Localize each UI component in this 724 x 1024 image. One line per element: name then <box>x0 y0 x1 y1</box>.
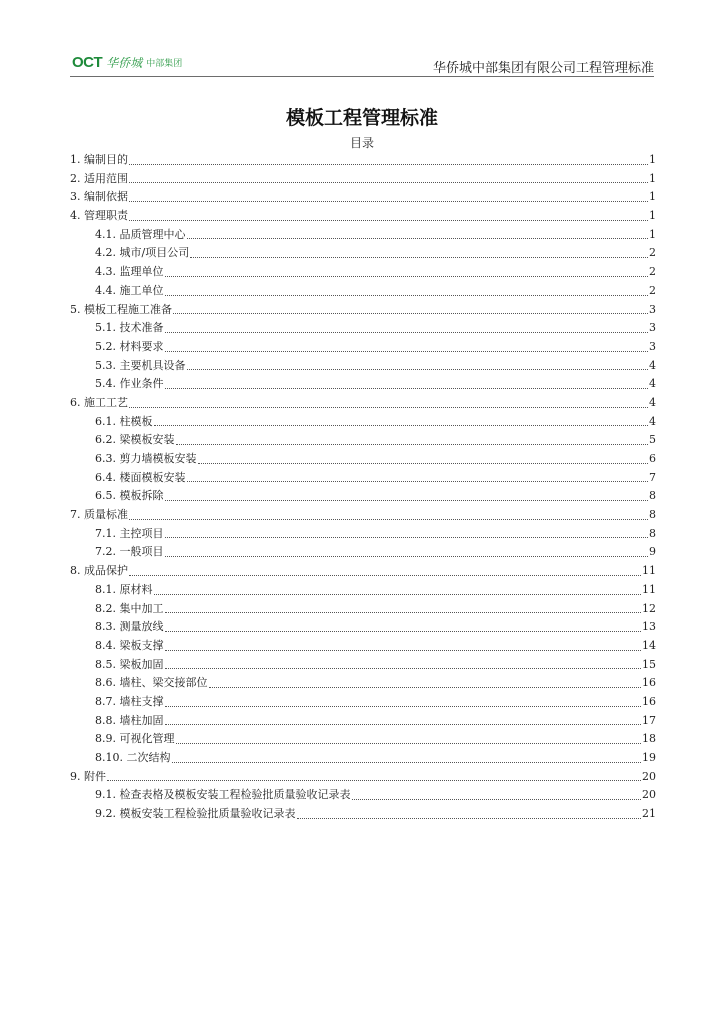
toc-entry-page: 17 <box>642 713 656 727</box>
toc-entry-page: 2 <box>649 265 656 279</box>
toc-entry[interactable] <box>70 525 656 544</box>
toc-leader-dots <box>187 368 649 370</box>
toc-entry[interactable] <box>70 226 656 245</box>
toc-entry-label: 2. 适用范围 <box>70 171 128 185</box>
toc-entry[interactable] <box>70 693 656 712</box>
toc-entry-label: 7.2. 一般项目 <box>95 545 164 559</box>
toc-entry[interactable] <box>70 600 656 619</box>
toc-entry-page: 4 <box>649 414 656 428</box>
toc-entry-label: 8.4. 梁板支撑 <box>95 638 164 652</box>
toc-entry-label: 8.2. 集中加工 <box>95 601 164 615</box>
toc-leader-dots <box>129 200 648 202</box>
logo-sub-text: 中部集团 <box>146 58 183 68</box>
toc-entry-label: 7.1. 主控项目 <box>95 526 164 540</box>
toc-leader-dots <box>165 331 649 333</box>
toc-entry-page: 4 <box>649 358 656 372</box>
toc-entry-page: 18 <box>642 732 656 746</box>
toc-leader-dots <box>107 779 641 781</box>
toc-leader-dots <box>165 555 649 557</box>
toc-entry-label: 5. 模板工程施工准备 <box>70 302 172 316</box>
toc-entry[interactable] <box>70 543 656 562</box>
page-header <box>70 50 654 77</box>
toc-leader-dots <box>154 593 642 595</box>
toc-entry-page: 19 <box>642 751 656 764</box>
toc-entry-label: 4.4. 施工单位 <box>95 283 164 297</box>
toc-entry[interactable] <box>70 656 656 675</box>
toc-entry-page: 1 <box>649 153 656 166</box>
toc-entry-label: 5.2. 材料要求 <box>95 339 164 353</box>
toc-leader-dots <box>187 237 649 239</box>
toc-entry-page: 9 <box>649 545 656 559</box>
toc-entry-label: 8.1. 原材料 <box>95 582 153 596</box>
toc-entry-page: 11 <box>642 582 656 596</box>
toc-leader-dots <box>352 798 642 800</box>
toc-entry[interactable] <box>70 805 656 824</box>
toc-entry-label: 8.8. 墙柱加固 <box>95 713 164 727</box>
toc-entry-label: 5.1. 技术准备 <box>95 321 164 335</box>
toc-leader-dots <box>165 630 642 632</box>
toc-leader-dots <box>165 723 642 725</box>
toc-entry-page: 3 <box>649 302 656 316</box>
toc-entry[interactable] <box>70 151 656 170</box>
toc-entry-page: 13 <box>642 620 656 634</box>
toc-entry-label: 8.9. 可视化管理 <box>95 732 175 746</box>
toc-entry-label: 4.1. 品质管理中心 <box>95 227 186 241</box>
toc-entry[interactable] <box>70 506 656 525</box>
toc-entry-page: 16 <box>642 694 656 708</box>
toc-leader-dots <box>172 761 642 763</box>
toc-leader-dots <box>129 574 641 576</box>
toc-entry[interactable] <box>70 394 656 413</box>
logo-oct-text: OCT <box>72 54 103 71</box>
toc-leader-dots <box>190 256 648 258</box>
toc-entry[interactable] <box>70 319 656 338</box>
toc-entry-label: 8.7. 墙柱支撑 <box>95 694 164 708</box>
toc-entry-page: 15 <box>642 657 656 671</box>
toc-heading: 目录 <box>349 136 374 150</box>
toc-leader-dots <box>165 499 649 501</box>
toc-entry[interactable] <box>70 338 656 357</box>
toc-leader-dots <box>154 424 649 426</box>
toc-leader-dots <box>165 350 649 352</box>
toc-entry[interactable] <box>70 637 656 656</box>
toc-entry-label: 6.1. 柱模板 <box>95 414 153 428</box>
logo-script-text: 华侨城 <box>106 56 143 70</box>
toc-entry[interactable] <box>70 375 656 394</box>
toc-entry[interactable] <box>70 282 656 301</box>
toc-leader-dots <box>129 406 648 408</box>
toc-entry-label: 5.4. 作业条件 <box>95 377 164 391</box>
toc-entry-page: 5 <box>649 433 656 447</box>
toc-entry[interactable] <box>70 413 656 432</box>
toc-entry[interactable] <box>70 170 656 189</box>
toc-leader-dots <box>297 817 642 819</box>
toc-leader-dots <box>129 219 648 221</box>
toc-leader-dots <box>176 443 649 445</box>
toc-leader-dots <box>165 649 642 651</box>
toc-entry-label: 8.5. 梁板加固 <box>95 657 164 671</box>
toc-entry-page: 21 <box>642 807 656 821</box>
toc-leader-dots <box>198 462 649 464</box>
toc-leader-dots <box>165 536 649 538</box>
toc-entry[interactable] <box>70 207 656 226</box>
toc-entry-page: 12 <box>642 601 656 615</box>
toc-entry-page: 2 <box>649 246 656 260</box>
toc-entry-label: 6.3. 剪力墙模板安装 <box>95 452 197 465</box>
toc-entry-page: 11 <box>642 564 656 578</box>
toc-entry[interactable] <box>70 450 656 469</box>
toc-entry-label: 9.1. 检查表格及模板安装工程检验批质量验收记录表 <box>95 788 351 802</box>
toc-entry[interactable] <box>70 618 656 637</box>
toc-leader-dots <box>187 480 649 482</box>
toc-entry[interactable] <box>70 581 656 600</box>
toc-entry[interactable] <box>70 749 656 768</box>
toc-entry[interactable] <box>70 188 656 207</box>
toc-entry-page: 1 <box>649 227 656 241</box>
toc-entry-page: 2 <box>649 283 656 297</box>
toc-entry[interactable] <box>70 712 656 731</box>
document-title: 模板工程管理标准 <box>285 107 438 129</box>
toc-entry-page: 14 <box>642 638 656 652</box>
toc-entry-label: 6. 施工工艺 <box>70 395 128 409</box>
toc-entry-label: 8.3. 测量放线 <box>95 620 164 634</box>
toc-entry-label: 4.2. 城市/项目公司 <box>95 246 190 260</box>
toc-leader-dots <box>165 667 642 669</box>
toc-leader-dots <box>129 181 648 183</box>
toc-leader-dots <box>165 294 649 296</box>
toc-entry-page: 3 <box>649 339 656 353</box>
toc-entry[interactable] <box>70 469 656 488</box>
toc-leader-dots <box>165 275 649 277</box>
company-logo <box>72 54 182 71</box>
toc-entry-label: 9.2. 模板安装工程检验批质量验收记录表 <box>95 807 296 821</box>
toc-leader-dots <box>176 742 642 744</box>
toc-entry[interactable] <box>70 786 656 805</box>
toc-entry-label: 6.2. 梁模板安装 <box>95 433 175 447</box>
toc-leader-dots <box>165 387 649 389</box>
header-company-title: 华侨城中部集团有限公司工程管理标准 <box>432 61 654 76</box>
toc-entry-label: 8. 成品保护 <box>70 564 128 578</box>
toc-leader-dots <box>173 312 648 314</box>
toc-entry-label: 3. 编制依据 <box>70 190 128 204</box>
toc-entry-page: 3 <box>649 321 656 335</box>
toc-entry-page: 4 <box>649 395 656 409</box>
toc-entry[interactable] <box>70 730 656 749</box>
toc-entry-page: 6 <box>649 452 656 465</box>
toc-entry[interactable] <box>70 562 656 581</box>
toc-entry-page: 1 <box>649 171 656 185</box>
toc-entry[interactable] <box>70 357 656 376</box>
toc-entry-page: 16 <box>642 676 656 690</box>
toc-entry-label: 8.10. 二次结构 <box>95 751 171 764</box>
toc-leader-dots <box>129 163 648 165</box>
toc-entry[interactable] <box>70 768 656 787</box>
toc-entry-label: 8.6. 墙柱、梁交接部位 <box>95 676 208 690</box>
toc-entry[interactable] <box>70 674 656 693</box>
toc-entry-label: 4. 管理职责 <box>70 209 128 223</box>
toc-leader-dots <box>129 518 648 520</box>
toc-entry-label: 4.3. 监理单位 <box>95 265 164 279</box>
toc-entry-label: 9. 附件 <box>70 769 106 783</box>
toc-leader-dots <box>209 686 642 688</box>
toc-entry[interactable] <box>70 301 656 320</box>
toc-leader-dots <box>165 611 642 613</box>
toc-entry-label: 6.5. 模板拆除 <box>95 489 164 503</box>
toc-entry-page: 4 <box>649 377 656 391</box>
toc-entry[interactable] <box>70 431 656 450</box>
toc-entry-page: 7 <box>649 470 656 484</box>
toc-entry[interactable] <box>70 244 656 263</box>
toc-leader-dots <box>165 705 642 707</box>
toc-entry-page: 20 <box>642 788 656 802</box>
toc-entry[interactable] <box>70 263 656 282</box>
toc-entry-label: 7. 质量标准 <box>70 508 128 522</box>
toc-entry-page: 1 <box>649 190 656 204</box>
toc-entry-page: 1 <box>649 209 656 223</box>
toc-entry-page: 8 <box>649 489 656 503</box>
toc-entry-label: 6.4. 楼面模板安装 <box>95 470 186 484</box>
toc-entry-page: 8 <box>649 526 656 540</box>
toc-entry-label: 1. 编制目的 <box>70 153 128 166</box>
toc-entry-page: 8 <box>649 508 656 522</box>
toc-entry-page: 20 <box>642 769 656 783</box>
toc-entry-label: 5.3. 主要机具设备 <box>95 358 186 372</box>
toc-entry[interactable] <box>70 487 656 506</box>
table-of-contents <box>70 151 656 824</box>
